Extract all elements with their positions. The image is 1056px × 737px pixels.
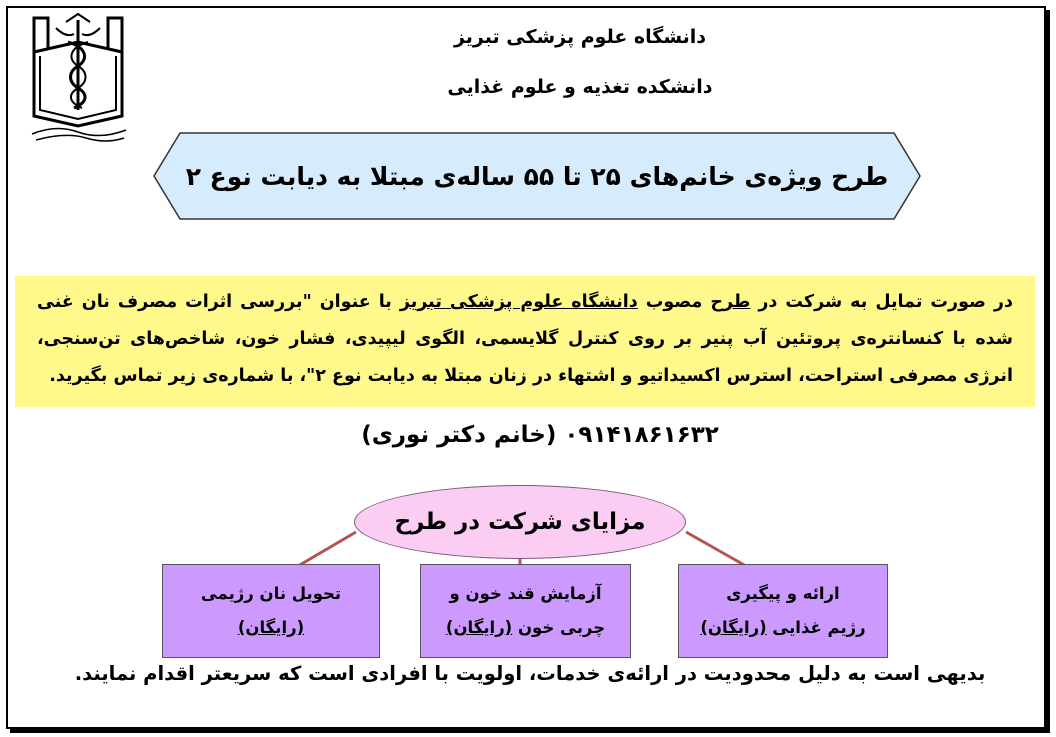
notice-text-2: مصوب bbox=[637, 292, 711, 312]
benefit-bread-box bbox=[162, 564, 380, 658]
benefit-bloodtest-line2 bbox=[446, 611, 605, 645]
notice-text-3: با عنوان "بررسی اثرات مصرف نان غنی شده با کنسانتره‌ی پروتئین آب پنیر بر روی کنترل گلایسمی، الگوی لیپیدی، فشار خون، شاخص‌های تن‌سنجی، انرژی مصرفی استراحت، استرس اکسیداتیو و اشتهاء در زنان مبتلا به دیابت نوع ۲"، با شماره‌ی زیر تماس بگیرید. bbox=[37, 292, 1013, 386]
benefits-title: مزایای شرکت در طرح bbox=[354, 485, 686, 559]
university-name: دانشگاه علوم پزشکی تبریز bbox=[453, 26, 707, 48]
benefit-bloodtest-line1: آزمایش قند خون و bbox=[449, 584, 602, 603]
faculty-name: دانشکده تغذیه و علوم غذایی bbox=[447, 76, 713, 98]
benefit-bread-line1: تحویل نان رژیمی bbox=[200, 584, 342, 603]
notice-plan-word: طرح bbox=[710, 292, 751, 312]
contact-name: (خانم دکتر نوری) bbox=[361, 422, 557, 448]
phone-number: ۰۹۱۴۱۸۶۱۶۳۲ bbox=[564, 422, 719, 448]
page-title: طرح ویژه‌ی خانم‌های ۲۵ تا ۵۵ ساله‌ی مبتلا به دیابت نوع ۲ bbox=[185, 161, 889, 191]
benefit-diet-prefix: رژیم غذایی bbox=[766, 618, 866, 637]
benefit-bloodtest-box bbox=[420, 564, 631, 658]
benefit-bloodtest-prefix: چربی خون bbox=[512, 618, 606, 637]
benefit-diet-line1: ارائه و پیگیری bbox=[726, 584, 840, 603]
connector-right bbox=[686, 532, 746, 566]
benefit-diet-line2 bbox=[700, 611, 865, 645]
benefit-diet-free: (رایگان) bbox=[700, 618, 767, 637]
footer-note: بدیهی است به دلیل محدودیت در ارائه‌ی خدمات، اولویت با افرادی است که سریعتر اقدام نمایند. bbox=[74, 662, 986, 685]
notice-university: دانشگاه علوم پزشکی تبریز bbox=[399, 292, 638, 312]
benefit-bloodtest-free: (رایگان) bbox=[445, 618, 513, 637]
benefit-bread-free: (رایگان) bbox=[237, 618, 305, 637]
notice-text-1: در صورت تمایل به شرکت در bbox=[750, 292, 1013, 312]
connector-left bbox=[298, 532, 356, 566]
benefit-diet-box bbox=[678, 564, 888, 658]
